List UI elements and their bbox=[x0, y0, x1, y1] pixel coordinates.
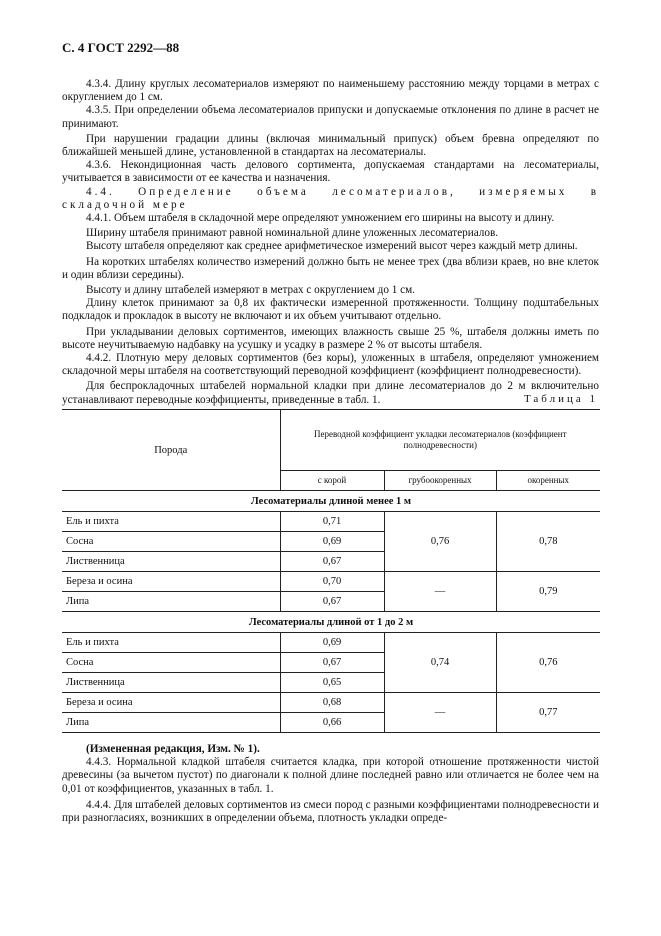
value-debarked: 0,79 bbox=[496, 572, 600, 612]
paragraph: При укладывании деловых сортиментов, имеющих влажность свыше 25 %, штабеля должны иметь по высоте неучитываемую надбавку на усушку и усадку в размере 2 % от высоты штабеля. bbox=[62, 325, 599, 351]
value-debarked: 0,77 bbox=[496, 693, 600, 733]
paragraph: 4.4.2. Плотную меру деловых сортиментов (без коры), уложенных в штабеля, определяют умножением складочной меры штабеля на соответствующий переводной коэффициент (коэффициент полнодревесности). bbox=[62, 352, 599, 378]
value-bark: 0,66 bbox=[280, 713, 384, 733]
value-coarse: — bbox=[384, 572, 496, 612]
page-header: С. 4 ГОСТ 2292—88 bbox=[62, 40, 180, 55]
section-heading: 4.4. Определение объема лесоматериалов, измеряемых в складочной мере bbox=[62, 185, 599, 211]
paragraph: Длину клеток принимают за 0,8 их фактически измеренной протяженности. Толщину подштабельных подкладок и прокладок в высоту не включают и их объем учитывают отдельно. bbox=[62, 297, 599, 323]
value-coarse: — bbox=[384, 693, 496, 733]
breed-name: Сосна bbox=[66, 536, 94, 547]
breed-name: Сосна bbox=[66, 657, 94, 668]
paragraph: 4.4.3. Нормальной кладкой штабеля считается кладка, при которой отношение протяженности чистой древесины (за вычетом пустот) по диагонали к полной длине последней равно или отличается не более чем на 0,01 от коэффициентов, указанных в табл. 1. bbox=[62, 756, 599, 795]
header-breed: Порода bbox=[62, 410, 280, 491]
paragraph: 4.4.1. Объем штабеля в складочной мере определяют умножением его ширины на высоту и длину. bbox=[86, 212, 555, 225]
value-debarked: 0,78 bbox=[496, 512, 600, 572]
value-coarse: 0,74 bbox=[384, 633, 496, 693]
table-row bbox=[62, 693, 600, 713]
paragraph: Ширину штабеля принимают равной номинальной длине уложенных лесоматериалов. bbox=[86, 227, 499, 240]
paragraph: Высоту и длину штабелей измеряют в метрах с округлением до 1 см. bbox=[86, 284, 415, 297]
value-bark: 0,68 bbox=[280, 693, 384, 713]
paragraph: 4.3.4. Длину круглых лесоматериалов измеряют по наименьшему расстоянию между торцами в метрах с округлением до 1 см. bbox=[62, 78, 599, 104]
breed-name: Лиственница bbox=[66, 677, 125, 688]
breed-name: Береза и осина bbox=[66, 697, 133, 708]
breed-name: Береза и осина bbox=[66, 576, 133, 587]
after-table-text bbox=[62, 743, 599, 825]
value-bark: 0,65 bbox=[280, 673, 384, 693]
value-bark: 0,70 bbox=[280, 572, 384, 592]
paragraph: При нарушении градации длины (включая минимальный припуск) объем бревна определяют по ближайшей меньшей длине, установленной в стандартах на лесоматериалы. bbox=[62, 132, 599, 159]
paragraph: 4.3.5. При определении объема лесоматериалов припуски и допускаемые отклонения по длине в расчет не принимают. bbox=[62, 104, 599, 130]
section-title-1: Лесоматериалы длиной менее 1 м bbox=[250, 495, 412, 507]
paragraph: 4.3.6. Некондиционная часть делового сортимента, допускаемая стандартами на лесоматериалы, учитывается в зависимости от ее качества и назначения. bbox=[62, 159, 599, 185]
value-bark: 0,69 bbox=[280, 633, 384, 653]
value-bark: 0,67 bbox=[280, 592, 384, 612]
breed-name: Ель и пихта bbox=[66, 637, 119, 648]
edition-note: (Измененная редакция, Изм. № 1). bbox=[86, 743, 260, 755]
breed-name: Лиственница bbox=[66, 556, 125, 567]
paragraph: На коротких штабелях количество измерений должно быть не менее трех (два вблизи краев, но вне клеток и один вблизи середины). bbox=[62, 255, 599, 281]
breed-name: Липа bbox=[66, 596, 90, 607]
paragraph: Высоту штабеля определяют как среднее арифметическое измерений высот через каждый метр длины. bbox=[86, 240, 578, 253]
value-bark: 0,69 bbox=[280, 532, 384, 552]
paragraph: Для беспрокладочных штабелей нормальной кладки при длине лесоматериалов до 2 м включительно устанавливают переводные коэффициенты, приведенные в табл. 1. bbox=[62, 380, 599, 406]
table-row bbox=[62, 633, 600, 653]
value-bark: 0,71 bbox=[280, 512, 384, 532]
breed-name: Липа bbox=[66, 717, 90, 728]
value-debarked: 0,76 bbox=[496, 633, 600, 693]
header-debarked: окоренных bbox=[496, 471, 600, 491]
table-row bbox=[62, 572, 600, 592]
table-row bbox=[62, 512, 600, 532]
table-caption: Таблица 1 bbox=[523, 393, 598, 405]
header-coefficient: Переводной коэффициент укладки лесоматериалов (коэффициент полнодревесности) bbox=[280, 410, 600, 471]
coefficient-table bbox=[62, 409, 600, 733]
value-coarse: 0,76 bbox=[384, 512, 496, 572]
header-with-bark: с корой bbox=[280, 471, 384, 491]
body-text bbox=[62, 78, 599, 407]
section-title-2: Лесоматериалы длиной от 1 до 2 м bbox=[248, 616, 414, 628]
value-bark: 0,67 bbox=[280, 653, 384, 673]
header-coarse: грубоокоренных bbox=[384, 471, 496, 491]
value-bark: 0,67 bbox=[280, 552, 384, 572]
breed-name: Ель и пихта bbox=[66, 516, 119, 527]
paragraph: 4.4.4. Для штабелей деловых сортиментов из смеси пород с разными коэффициентами полнодревесности и при разногласиях, возникших в определении объема, плотность укладки опреде- bbox=[62, 798, 599, 825]
